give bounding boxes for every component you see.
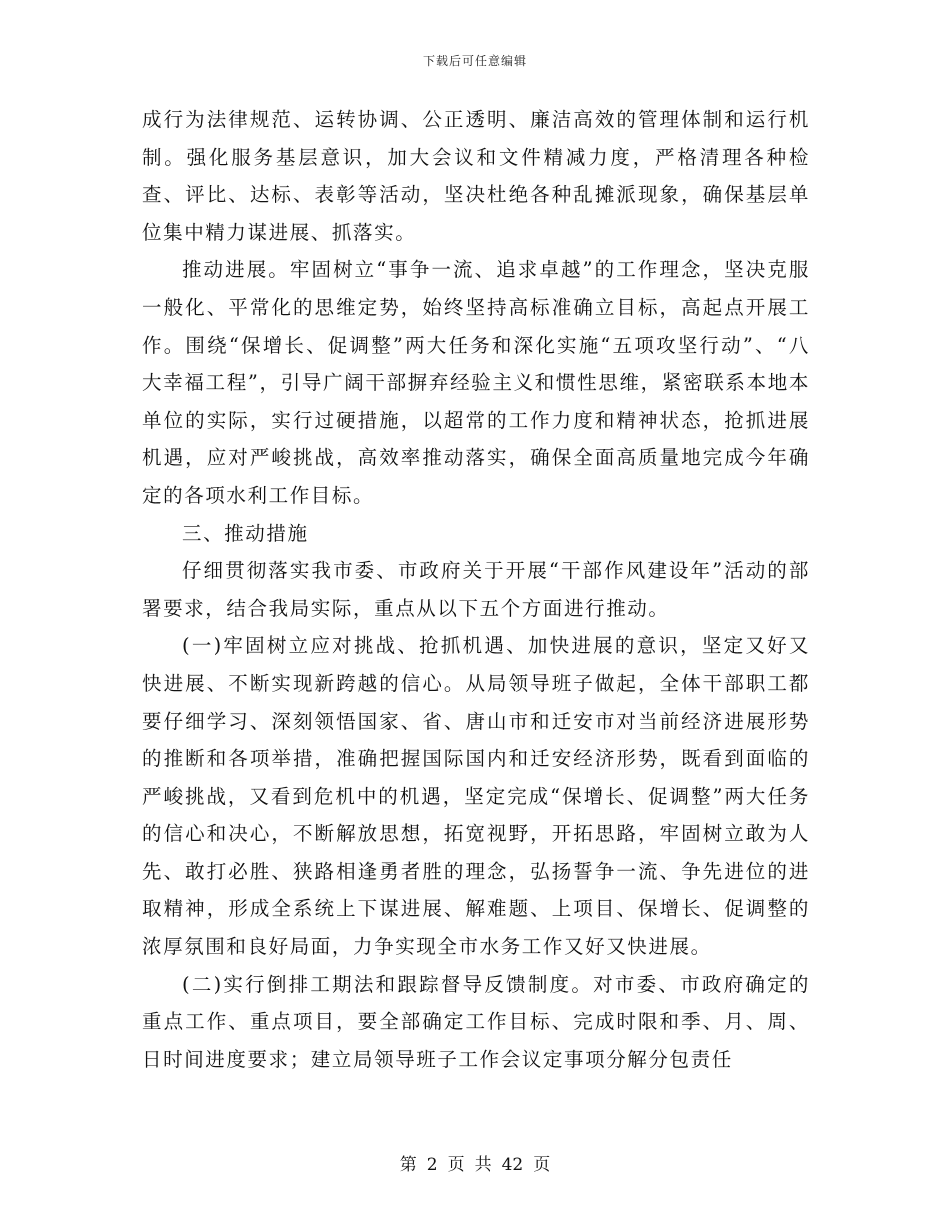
footer-page-word: 页 [447,1155,465,1175]
footer-total-word: 共 [474,1155,492,1175]
footer-suffix: 页 [533,1155,551,1175]
document-body [142,101,810,1078]
paragraph-promote-development: 推动进展。牢固树立“事争一流、追求卓越”的工作理念，坚决克服一般化、平常化的思维定势，始终坚持高标准确立目标，高起点开展工作。围绕“保增长、促调整”两大任务和深化实施“五项攻坚行动”、“八大幸福工程”，引导广阔干部摒弃经验主义和惯性思维，紧密联系本地本单位的实际，实行过硬措施，以超常的工作力度和精神状态，抢抓进展机遇，应对严峻挑战，高效率推动落实，确保全面高质量地完成今年确定的各项水利工作目标。 [142,258,810,507]
page-header: 下载后可任意编辑 [422,54,527,68]
paragraph-item-one: (一)牢固树立应对挑战、抢抓机遇、加快进展的意识，坚定又好又快进展、不断实现新跨越的信心。从局领导班子做起，全体干部职工都要仔细学习、深刻领悟国家、省、唐山市和迁安市对当前经济进展形势的推断和各项举措，准确把握国际国内和迁安经济形势，既看到面临的严峻挑战，又看到危机中的机遇，坚定完成“保增长、促调整”两大任务的信心和决心，不断解放思想，拓宽视野，开拓思路，牢固树立敢为人先、敢打必胜、狭路相逢勇者胜的理念，弘扬誓争一流、争先进位的进取精神，形成全系统上下谋进展、解难题、上项目、保增长、促调整的浓厚氛围和良好局面，力争实现全市水务工作又好又快进展。 [142,634,810,959]
footer-total-pages: 42 [501,1155,524,1175]
footer-page-number: 2 [426,1155,438,1175]
paragraph-continuation: 成行为法律规范、运转协调、公正透明、廉洁高效的管理体制和运行机制。强化服务基层意识，加大会议和文件精减力度，严格清理各种检查、评比、达标、表彰等活动，坚决杜绝各种乱摊派现象，确保基层单位集中精力谋进展、抓落实。 [142,108,810,244]
paragraph-item-two: (二)实行倒排工期法和跟踪督导反馈制度。对市委、市政府确定的重点工作、重点项目，要全部确定工作目标、完成时限和季、月、周、日时间进度要求；建立局领导班子工作会议定事项分解分包责任 [142,972,810,1071]
paragraph-implementation: 仔细贯彻落实我市委、市政府关于开展“干部作风建设年”活动的部署要求，结合我局实际，重点从以下五个方面进行推动。 [142,559,810,620]
page-footer [0,1150,950,1175]
footer-prefix: 第 [399,1155,417,1175]
section-heading-measures: 三、推动措施 [181,521,309,545]
